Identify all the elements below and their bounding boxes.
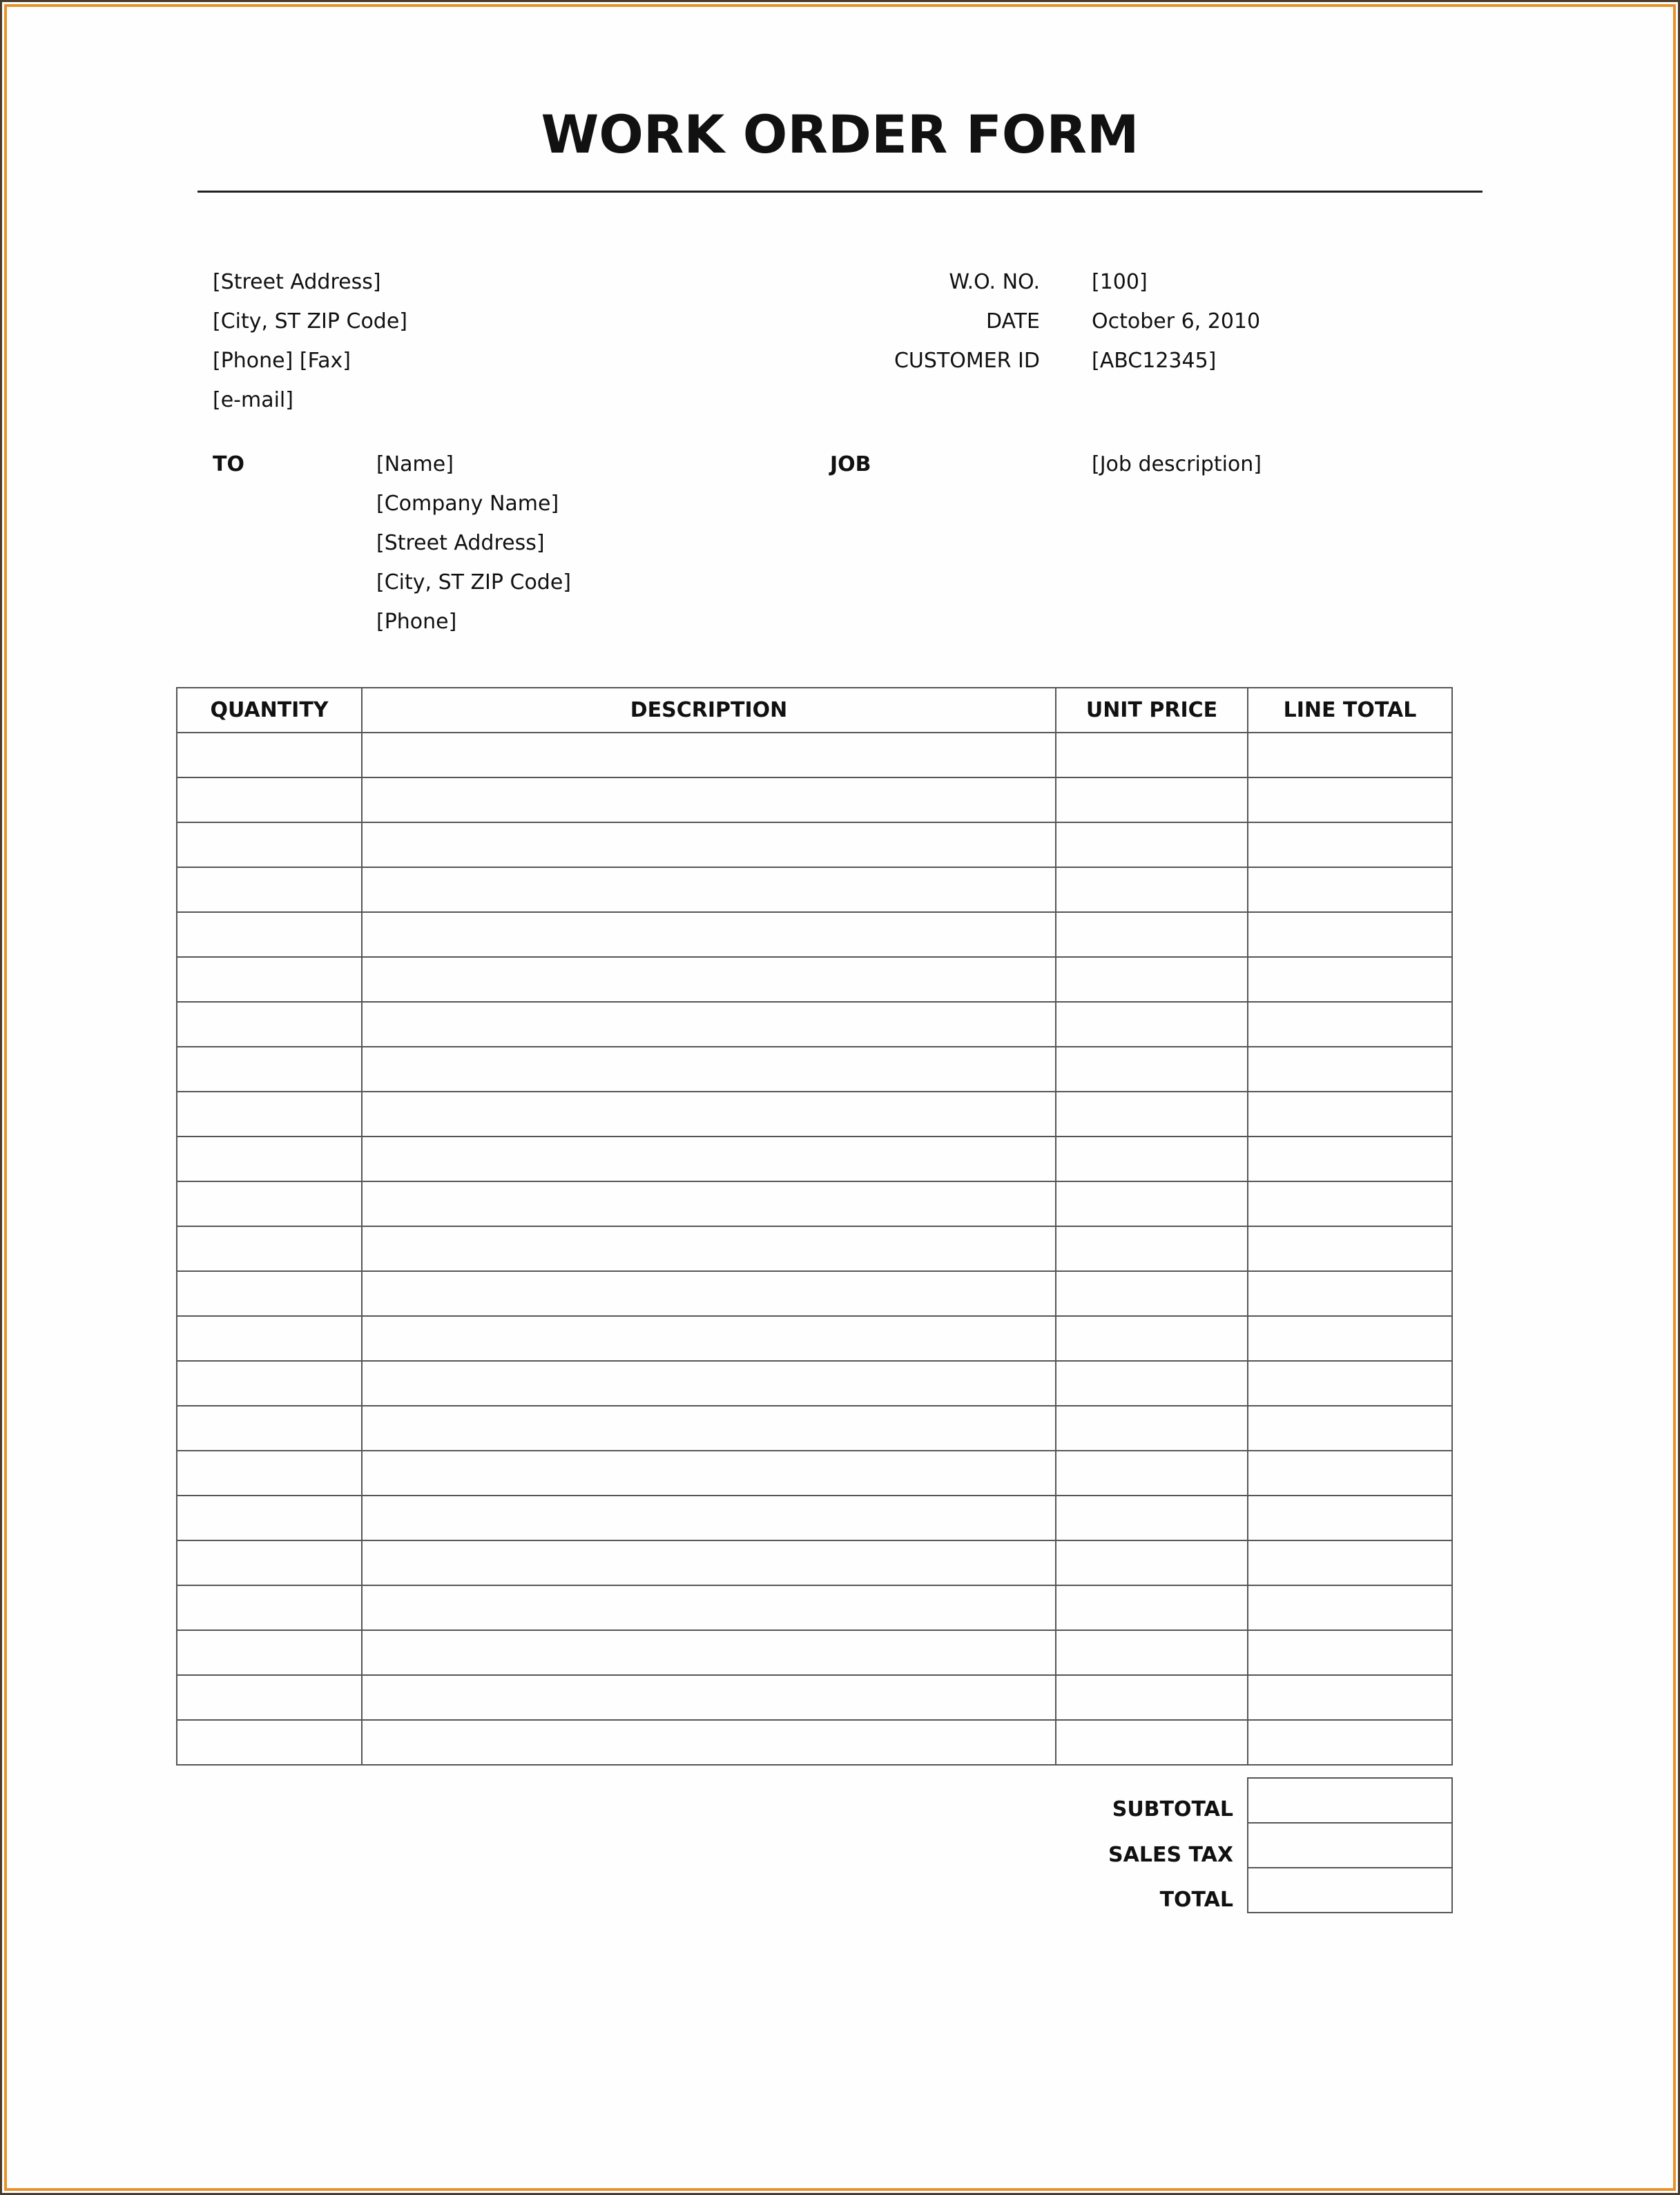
to-label: TO: [213, 452, 244, 476]
description-cell[interactable]: [362, 822, 1056, 867]
table-row: [177, 1047, 1452, 1092]
quantity-cell[interactable]: [177, 1002, 362, 1047]
unit-price-cell[interactable]: [1056, 1002, 1248, 1047]
description-cell[interactable]: [362, 1496, 1056, 1540]
table-row: [177, 1406, 1452, 1451]
job-label: JOB: [830, 452, 871, 476]
quantity-cell[interactable]: [177, 867, 362, 912]
header-description: DESCRIPTION: [362, 688, 1056, 733]
description-cell[interactable]: [362, 867, 1056, 912]
total-label: TOTAL: [1159, 1888, 1233, 1912]
line-total-cell[interactable]: [1248, 1540, 1452, 1585]
quantity-cell[interactable]: [177, 1316, 362, 1361]
unit-price-cell[interactable]: [1056, 733, 1248, 777]
header-quantity: QUANTITY: [177, 688, 362, 733]
table-row: [177, 1720, 1452, 1765]
to-city: [City, ST ZIP Code]: [376, 570, 572, 594]
totals-table: [1247, 1777, 1453, 1913]
quantity-cell[interactable]: [177, 1630, 362, 1675]
unit-price-cell[interactable]: [1056, 1496, 1248, 1540]
description-cell[interactable]: [362, 957, 1056, 1002]
table-header-row: [177, 688, 1452, 733]
table-row: [177, 1630, 1452, 1675]
quantity-cell[interactable]: [177, 1181, 362, 1226]
description-cell[interactable]: [362, 1047, 1056, 1092]
sales-tax-label: SALES TAX: [1108, 1843, 1233, 1867]
unit-price-cell[interactable]: [1056, 1720, 1248, 1765]
table-row: [177, 1585, 1452, 1630]
quantity-cell[interactable]: [177, 1226, 362, 1271]
line-total-cell[interactable]: [1248, 867, 1452, 912]
to-name: [Name]: [376, 452, 454, 476]
unit-price-cell[interactable]: [1056, 1630, 1248, 1675]
quantity-cell[interactable]: [177, 912, 362, 957]
description-cell[interactable]: [362, 1137, 1056, 1181]
line-total-cell[interactable]: [1248, 1002, 1452, 1047]
line-total-cell[interactable]: [1248, 1451, 1452, 1496]
header-line-total: LINE TOTAL: [1248, 688, 1452, 733]
description-cell[interactable]: [362, 1451, 1056, 1496]
to-street: [Street Address]: [376, 531, 545, 555]
unit-price-cell[interactable]: [1056, 1316, 1248, 1361]
description-cell[interactable]: [362, 1720, 1056, 1765]
table-row: [177, 957, 1452, 1002]
table-row: [177, 1361, 1452, 1406]
line-total-cell[interactable]: [1248, 733, 1452, 777]
unit-price-cell[interactable]: [1056, 1361, 1248, 1406]
quantity-cell[interactable]: [177, 1047, 362, 1092]
unit-price-cell[interactable]: [1056, 867, 1248, 912]
unit-price-cell[interactable]: [1056, 777, 1248, 822]
quantity-cell[interactable]: [177, 1451, 362, 1496]
quantity-cell[interactable]: [177, 1092, 362, 1137]
customer-id-label: CUSTOMER ID: [894, 349, 1040, 373]
table-row: [177, 1451, 1452, 1496]
description-cell[interactable]: [362, 1406, 1056, 1451]
description-cell[interactable]: [362, 1630, 1056, 1675]
line-total-cell[interactable]: [1248, 912, 1452, 957]
table-row: [177, 912, 1452, 957]
quantity-cell[interactable]: [177, 1585, 362, 1630]
header-unit-price: UNIT PRICE: [1056, 688, 1248, 733]
table-row: [177, 1316, 1452, 1361]
description-cell[interactable]: [362, 1002, 1056, 1047]
line-total-cell[interactable]: [1248, 777, 1452, 822]
line-total-cell[interactable]: [1248, 1047, 1452, 1092]
description-cell[interactable]: [362, 1226, 1056, 1271]
line-total-cell[interactable]: [1248, 1181, 1452, 1226]
description-cell[interactable]: [362, 1181, 1056, 1226]
description-cell[interactable]: [362, 1316, 1056, 1361]
table-row: [177, 1226, 1452, 1271]
sender-street: [Street Address]: [213, 270, 381, 294]
quantity-cell[interactable]: [177, 1406, 362, 1451]
table-row: [177, 822, 1452, 867]
customer-id-value: [ABC12345]: [1092, 349, 1217, 373]
unit-price-cell[interactable]: [1056, 1137, 1248, 1181]
unit-price-cell[interactable]: [1056, 1585, 1248, 1630]
line-total-cell[interactable]: [1248, 1316, 1452, 1361]
to-phone: [Phone]: [376, 610, 457, 634]
table-row: [177, 733, 1452, 777]
job-description: [Job description]: [1092, 452, 1262, 476]
table-row: [177, 1496, 1452, 1540]
description-cell[interactable]: [362, 1540, 1056, 1585]
table-row: [177, 1092, 1452, 1137]
quantity-cell[interactable]: [177, 822, 362, 867]
unit-price-cell[interactable]: [1056, 957, 1248, 1002]
line-total-cell[interactable]: [1248, 822, 1452, 867]
unit-price-cell[interactable]: [1056, 822, 1248, 867]
description-cell[interactable]: [362, 1675, 1056, 1720]
unit-price-cell[interactable]: [1056, 1406, 1248, 1451]
subtotal-field[interactable]: [1248, 1778, 1452, 1823]
quantity-cell[interactable]: [177, 777, 362, 822]
total-field[interactable]: [1248, 1868, 1452, 1913]
quantity-cell[interactable]: [177, 1271, 362, 1316]
unit-price-cell[interactable]: [1056, 1271, 1248, 1316]
line-total-cell[interactable]: [1248, 1585, 1452, 1630]
unit-price-cell[interactable]: [1056, 1047, 1248, 1092]
unit-price-cell[interactable]: [1056, 1540, 1248, 1585]
quantity-cell[interactable]: [177, 733, 362, 777]
date-label: DATE: [985, 309, 1040, 333]
line-total-cell[interactable]: [1248, 1406, 1452, 1451]
date-value: October 6, 2010: [1092, 309, 1261, 333]
subtotal-label: SUBTOTAL: [1112, 1797, 1233, 1821]
line-total-cell[interactable]: [1248, 1137, 1452, 1181]
line-total-cell[interactable]: [1248, 1496, 1452, 1540]
wo-number-label: W.O. NO.: [949, 270, 1040, 294]
quantity-cell[interactable]: [177, 1361, 362, 1406]
form-title: WORK ORDER FORM: [541, 104, 1139, 165]
unit-price-cell[interactable]: [1056, 1092, 1248, 1137]
quantity-cell[interactable]: [177, 1496, 362, 1540]
table-row: [177, 1271, 1452, 1316]
table-row: [177, 867, 1452, 912]
line-total-cell[interactable]: [1248, 1630, 1452, 1675]
unit-price-cell[interactable]: [1056, 1181, 1248, 1226]
description-cell[interactable]: [362, 912, 1056, 957]
table-row: [177, 1002, 1452, 1047]
line-total-cell[interactable]: [1248, 1675, 1452, 1720]
sales-tax-field[interactable]: [1248, 1823, 1452, 1868]
to-company: [Company Name]: [376, 492, 559, 516]
table-row: [177, 1675, 1452, 1720]
quantity-cell[interactable]: [177, 1540, 362, 1585]
table-row: [177, 777, 1452, 822]
line-total-cell[interactable]: [1248, 1720, 1452, 1765]
line-total-cell[interactable]: [1248, 1361, 1452, 1406]
line-total-cell[interactable]: [1248, 1271, 1452, 1316]
description-cell[interactable]: [362, 1585, 1056, 1630]
wo-number-value: [100]: [1092, 270, 1148, 294]
table-row: [177, 1540, 1452, 1585]
unit-price-cell[interactable]: [1056, 1226, 1248, 1271]
quantity-cell[interactable]: [177, 1720, 362, 1765]
description-cell[interactable]: [362, 1361, 1056, 1406]
quantity-cell[interactable]: [177, 957, 362, 1002]
line-total-cell[interactable]: [1248, 1226, 1452, 1271]
sender-city: [City, ST ZIP Code]: [213, 309, 408, 333]
unit-price-cell[interactable]: [1056, 1451, 1248, 1496]
title-divider: [197, 191, 1483, 193]
unit-price-cell[interactable]: [1056, 1675, 1248, 1720]
table-row: [177, 1137, 1452, 1181]
description-cell[interactable]: [362, 1271, 1056, 1316]
line-items-table: [176, 687, 1453, 1766]
line-total-cell[interactable]: [1248, 957, 1452, 1002]
table-row: [177, 1181, 1452, 1226]
description-cell[interactable]: [362, 777, 1056, 822]
quantity-cell[interactable]: [177, 1675, 362, 1720]
description-cell[interactable]: [362, 1092, 1056, 1137]
sender-email: [e-mail]: [213, 388, 293, 412]
unit-price-cell[interactable]: [1056, 912, 1248, 957]
sender-phone: [Phone] [Fax]: [213, 349, 351, 373]
quantity-cell[interactable]: [177, 1137, 362, 1181]
line-total-cell[interactable]: [1248, 1092, 1452, 1137]
description-cell[interactable]: [362, 733, 1056, 777]
